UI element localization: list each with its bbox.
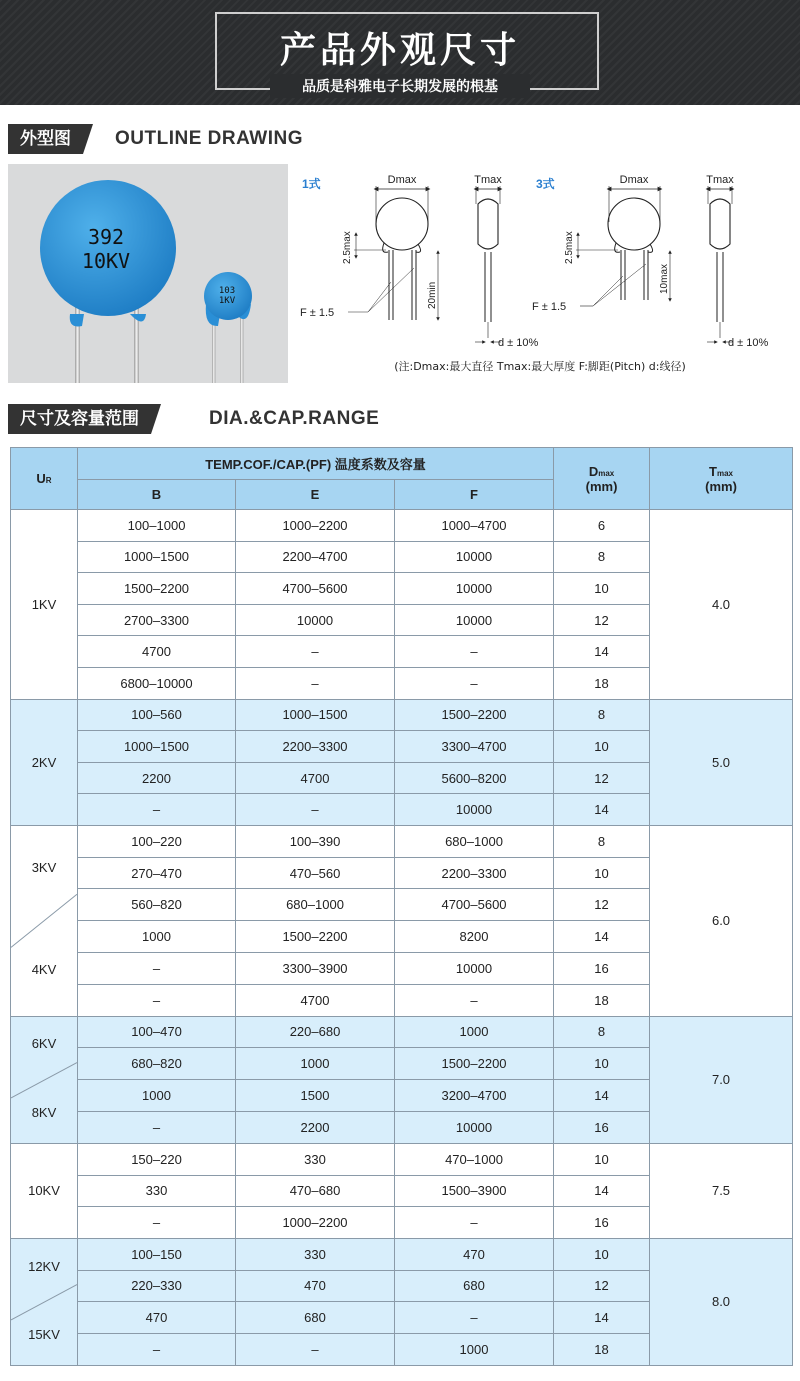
dmax-cell: 6 <box>554 510 650 542</box>
style1-lead-height-label: 2.5max <box>342 231 353 264</box>
cap-f-cell: 4700–5600 <box>395 889 554 921</box>
capacitor-photo <box>8 164 288 383</box>
dmax-cell: 10 <box>554 1048 650 1080</box>
col-b-header: B <box>78 480 236 510</box>
tmax-cell: 7.0 <box>650 1016 793 1143</box>
dmax-cell: 8 <box>554 699 650 731</box>
cap-f-cell: 1000–4700 <box>395 510 554 542</box>
cap-b-cell: 1000–1500 <box>78 731 236 763</box>
dmax-cell: 10 <box>554 857 650 889</box>
dmax-cell: 18 <box>554 984 650 1016</box>
cap-f-cell: – <box>395 1302 554 1334</box>
cap-e-cell: 1000–2200 <box>236 510 395 542</box>
dmax-cell: 14 <box>554 1302 650 1334</box>
voltage-divider-line <box>11 826 77 1016</box>
cap-b-cell: 6800–10000 <box>78 667 236 699</box>
cap-b-cell: 270–470 <box>78 857 236 889</box>
outline-title: OUTLINE DRAWING <box>115 128 303 149</box>
cap-e-cell: 2200–4700 <box>236 541 395 573</box>
cap-f-cell: – <box>395 667 554 699</box>
cap-e-cell: 10000 <box>236 604 395 636</box>
cap-e-cell: 3300–3900 <box>236 953 395 985</box>
dmax-cell: 12 <box>554 762 650 794</box>
cap-e-cell: 4700–5600 <box>236 573 395 605</box>
col-e-header: E <box>236 480 395 510</box>
table-row <box>11 1016 793 1048</box>
dmax-cell: 16 <box>554 953 650 985</box>
voltage-top-label: 12KV <box>28 1258 60 1274</box>
style3-lead-length-label: 10max <box>659 263 670 294</box>
dmax-header: Dmax (mm) <box>554 448 650 510</box>
cap-e-cell: 1000–2200 <box>236 1207 395 1239</box>
cap-b-cell: 220–330 <box>78 1270 236 1302</box>
voltage-top-label: 6KV <box>31 1036 57 1052</box>
cap-e-cell: 680–1000 <box>236 889 395 921</box>
dmax-cell: 12 <box>554 1270 650 1302</box>
voltage-bottom-label: 4KV <box>31 962 57 978</box>
style1-pitch-label: F ± 1.5 <box>300 307 335 319</box>
style1-lead-length-label: 20min <box>427 281 438 309</box>
dmax-cell: 14 <box>554 1080 650 1112</box>
cap-e-cell: – <box>236 636 395 668</box>
cap-f-cell: 8200 <box>395 921 554 953</box>
cap-e-cell: 330 <box>236 1143 395 1175</box>
cap-b-cell: 150–220 <box>78 1143 236 1175</box>
voltage-cell <box>11 825 78 1016</box>
cap-f-cell: 3200–4700 <box>395 1080 554 1112</box>
page-title: 产品外观尺寸 <box>279 30 520 71</box>
cap-b-cell: 100–1000 <box>78 510 236 542</box>
cap-f-cell: 1500–3900 <box>395 1175 554 1207</box>
cap-f-cell: – <box>395 636 554 668</box>
dmax-cell: 10 <box>554 731 650 763</box>
style3-tmax-label: Tmax <box>706 174 734 186</box>
cap-b-cell: 560–820 <box>78 889 236 921</box>
cap-f-cell: 5600–8200 <box>395 762 554 794</box>
cap-e-cell: 4700 <box>236 762 395 794</box>
cap-b-cell: 1000 <box>78 921 236 953</box>
dmax-cell: 10 <box>554 1238 650 1270</box>
cap-b-cell: 100–150 <box>78 1238 236 1270</box>
cap-b-cell: 470 <box>78 1302 236 1334</box>
tmax-header: Tmax (mm) <box>650 448 793 510</box>
cap-b-cell: 100–560 <box>78 699 236 731</box>
cap-e-cell: – <box>236 1334 395 1366</box>
voltage-bottom-label: 15KV <box>28 1326 60 1342</box>
voltage-top-label: 3KV <box>31 859 57 875</box>
cap-e-cell: – <box>236 794 395 826</box>
outline-drawing <box>288 164 792 383</box>
table-row <box>11 699 793 731</box>
dmax-cell: 10 <box>554 1143 650 1175</box>
cap-f-cell: 10000 <box>395 573 554 605</box>
cap-f-cell: – <box>395 1207 554 1239</box>
cap-f-cell: 1500–2200 <box>395 699 554 731</box>
cap-f-cell: 1000 <box>395 1334 554 1366</box>
cap-e-cell: – <box>236 667 395 699</box>
temp-coefficient-header: TEMP.COF./CAP.(PF) 温度系数及容量 <box>78 448 554 480</box>
dmax-cell: 18 <box>554 667 650 699</box>
cap-b-cell: – <box>78 984 236 1016</box>
style1-wire-label: d ± 10% <box>498 337 539 349</box>
outline-tag: 外型图 <box>8 124 83 154</box>
cap-b-cell: 100–220 <box>78 825 236 857</box>
cap-f-cell: 10000 <box>395 953 554 985</box>
dmax-cell: 18 <box>554 1334 650 1366</box>
dmax-cell: 16 <box>554 1112 650 1144</box>
voltage-cell: 10KV <box>11 1143 78 1238</box>
cap-e-cell: 1500 <box>236 1080 395 1112</box>
style1-side-outline <box>478 199 498 249</box>
style3-label: 3式 <box>536 177 555 191</box>
cap-b-cell: 2700–3300 <box>78 604 236 636</box>
style1-tmax-label: Tmax <box>474 174 502 186</box>
cap-e-cell: 470–560 <box>236 857 395 889</box>
dmax-cell: 12 <box>554 889 650 921</box>
voltage-cell: 2KV <box>11 699 78 825</box>
cap-b-cell: 330 <box>78 1175 236 1207</box>
cap-e-cell: 330 <box>236 1238 395 1270</box>
cap-b-cell: 1500–2200 <box>78 573 236 605</box>
cap-b-cell: 4700 <box>78 636 236 668</box>
cap-b-cell: 2200 <box>78 762 236 794</box>
cap-f-cell: 3300–4700 <box>395 731 554 763</box>
cap-f-cell: 10000 <box>395 604 554 636</box>
cap-f-cell: 470 <box>395 1238 554 1270</box>
small-capacitor-marking-1: 103 <box>218 286 236 296</box>
cap-b-cell: 1000–1500 <box>78 541 236 573</box>
voltage-cell <box>11 1016 78 1143</box>
table-row <box>11 510 793 542</box>
large-capacitor-marking-2: 10KV <box>81 249 131 273</box>
hero-banner <box>0 0 800 105</box>
dmax-cell: 8 <box>554 541 650 573</box>
style1-body-outline <box>376 198 428 250</box>
style1-label: 1式 <box>302 177 321 191</box>
cap-f-cell: 1000 <box>395 1016 554 1048</box>
table-row <box>11 1143 793 1175</box>
style1-dmax-label: Dmax <box>387 174 417 186</box>
cap-b-cell: 680–820 <box>78 1048 236 1080</box>
cap-f-cell: 470–1000 <box>395 1143 554 1175</box>
cap-b-cell: – <box>78 1207 236 1239</box>
table-row <box>11 1238 793 1270</box>
cap-b-cell: 100–470 <box>78 1016 236 1048</box>
small-capacitor-marking-2: 1KV <box>218 296 236 306</box>
dmax-cell: 16 <box>554 1207 650 1239</box>
style3-dmax-label: Dmax <box>619 174 649 186</box>
style3-wire-label: d ± 10% <box>728 337 769 349</box>
cap-b-cell: – <box>78 1112 236 1144</box>
cap-f-cell: 10000 <box>395 541 554 573</box>
range-tag: 尺寸及容量范围 <box>8 404 151 434</box>
cap-e-cell: 220–680 <box>236 1016 395 1048</box>
style3-lead-height-label: 2.5max <box>564 231 575 264</box>
cap-f-cell: 680–1000 <box>395 825 554 857</box>
style3-body-outline <box>608 198 660 250</box>
cap-e-cell: 470–680 <box>236 1175 395 1207</box>
voltage-cell: 1KV <box>11 510 78 700</box>
cap-b-cell: – <box>78 953 236 985</box>
cap-f-cell: 10000 <box>395 1112 554 1144</box>
cap-f-cell: 10000 <box>395 794 554 826</box>
table-row <box>11 825 793 857</box>
dmax-cell: 8 <box>554 1016 650 1048</box>
cap-e-cell: 100–390 <box>236 825 395 857</box>
dmax-cell: 10 <box>554 573 650 605</box>
dmax-cell: 14 <box>554 794 650 826</box>
dmax-cell: 8 <box>554 825 650 857</box>
range-title: DIA.&CAP.RANGE <box>209 408 380 429</box>
cap-e-cell: 1000 <box>236 1048 395 1080</box>
outline-section-header <box>0 124 800 154</box>
page-subtitle: 品质是科雅电子长期发展的根基 <box>302 79 498 95</box>
dmax-cell: 14 <box>554 636 650 668</box>
voltage-bottom-label: 8KV <box>31 1104 57 1120</box>
large-capacitor-marking-1: 392 <box>87 225 125 249</box>
dmax-cell: 14 <box>554 1175 650 1207</box>
cap-e-cell: 2200–3300 <box>236 731 395 763</box>
cap-f-cell: 1500–2200 <box>395 1048 554 1080</box>
cap-f-cell: 2200–3300 <box>395 857 554 889</box>
col-f-header: F <box>395 480 554 510</box>
table-body <box>11 510 793 1366</box>
cap-e-cell: 680 <box>236 1302 395 1334</box>
cap-e-cell: 4700 <box>236 984 395 1016</box>
capacity-range-table <box>10 447 793 1366</box>
cap-b-cell: 1000 <box>78 1080 236 1112</box>
cap-e-cell: 1000–1500 <box>236 699 395 731</box>
cap-f-cell: – <box>395 984 554 1016</box>
tmax-cell: 5.0 <box>650 699 793 825</box>
cap-b-cell: – <box>78 794 236 826</box>
cap-e-cell: 1500–2200 <box>236 921 395 953</box>
style3-side-outline <box>710 199 730 249</box>
drawing-note: (注:Dmax:最大直径 Tmax:最大厚度 F:脚距(Pitch) d:线径) <box>394 360 686 373</box>
dmax-cell: 12 <box>554 604 650 636</box>
cap-e-cell: 470 <box>236 1270 395 1302</box>
tmax-cell: 4.0 <box>650 510 793 700</box>
tmax-cell: 8.0 <box>650 1238 793 1365</box>
tmax-cell: 7.5 <box>650 1143 793 1238</box>
cap-b-cell: – <box>78 1334 236 1366</box>
cap-f-cell: 680 <box>395 1270 554 1302</box>
tmax-cell: 6.0 <box>650 825 793 1016</box>
dmax-cell: 14 <box>554 921 650 953</box>
style3-pitch-label: F ± 1.5 <box>532 301 567 313</box>
ur-header: UR <box>11 448 78 510</box>
voltage-cell <box>11 1238 78 1365</box>
cap-e-cell: 2200 <box>236 1112 395 1144</box>
range-section-header <box>0 404 800 434</box>
